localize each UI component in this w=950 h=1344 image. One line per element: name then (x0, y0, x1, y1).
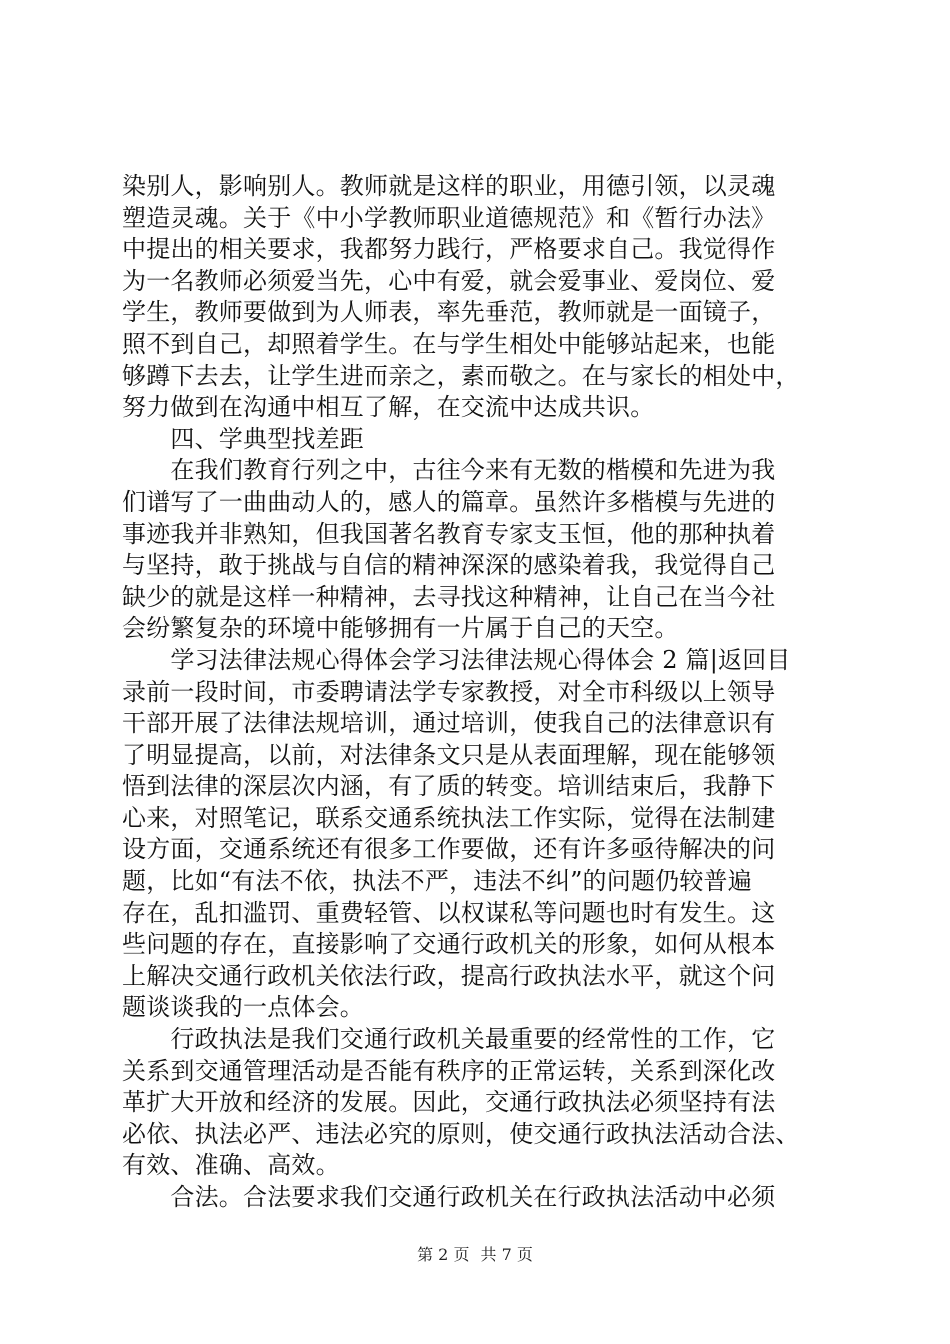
text-line: 为一名教师必须爱当先，心中有爱，就会爱事业、爱岗位、爱 (122, 266, 776, 295)
text-line: 行政执法是我们交通行政机关最重要的经常性的工作，它 (122, 1025, 776, 1054)
text-line: 塑造灵魂。关于《中小学教师职业道德规范》和《暂行办法》 (122, 203, 776, 232)
text-line: 存在，乱扣滥罚、重费轻管、以权谋私等问题也时有发生。这 (122, 898, 776, 927)
text-line: 会纷繁复杂的环境中能够拥有一片属于自己的天空。 (122, 614, 679, 643)
text-line: 关系到交通管理活动是否能有秩序的正常运转，关系到深化改 (122, 1056, 776, 1085)
text-line: 革扩大开放和经济的发展。因此，交通行政执法必须坚持有法 (122, 1088, 776, 1117)
text-line: 题谈谈我的一点体会。 (122, 993, 364, 1022)
text-line: 有效、准确、高效。 (122, 1151, 340, 1180)
text-line: 染别人，影响别人。教师就是这样的职业，用德引领，以灵魂 (122, 172, 776, 200)
text-line: 必依、执法必严、违法必究的原则，使交通行政执法活动合法、 (122, 1119, 800, 1148)
text-line: 录前一段时间，市委聘请法学专家教授，对全市科级以上领导 (122, 677, 776, 706)
text-line: 心来，对照笔记，联系交通系统执法工作实际，觉得在法制建 (122, 803, 776, 832)
text-line: 上解决交通行政机关依法行政，提高行政执法水平，就这个问 (122, 961, 776, 990)
text-line: 够蹲下去去，让学生进而亲之，素而敬之。在与家长的相处中， (122, 361, 800, 390)
document-body (122, 171, 834, 1214)
text-line: 努力做到在沟通中相互了解，在交流中达成共识。 (122, 393, 655, 422)
text-line: 们谱写了一曲曲动人的，感人的篇章。虽然许多楷模与先进的 (122, 487, 776, 516)
text-line: 了明显提高，以前，对法律条文只是从表面理解，现在能够领 (122, 740, 776, 769)
text-line: 学生，教师要做到为人师表，率先垂范，教师就是一面镜子， (122, 298, 776, 327)
text-line: 题，比如“有法不依，执法不严，违法不纠”的问题仍较普遍 (122, 867, 752, 896)
page-number: 第 2 页 (417, 1245, 470, 1264)
text-line: 合法。合法要求我们交通行政机关在行政执法活动中必须 (122, 1183, 776, 1211)
text-line: 设方面，交通系统还有很多工作要做，还有许多亟待解决的问 (122, 835, 776, 864)
text-line: 事迹我并非熟知，但我国著名教育专家支玉恒，他的那种执着 (122, 519, 776, 548)
text-line: 悟到法律的深层次内涵，有了质的转变。培训结束后，我静下 (122, 772, 776, 801)
text-line: 中提出的相关要求，我都努力践行，严格要求自己。我觉得作 (122, 235, 776, 264)
text-line: 照不到自己，却照着学生。在与学生相处中能够站起来，也能 (122, 329, 776, 358)
text-line: 四、学典型找差距 (122, 424, 364, 453)
text-line: 与坚持，敢于挑战与自信的精神深深的感染着我，我觉得自己 (122, 551, 776, 580)
text-line: 些问题的存在，直接影响了交通行政机关的形象，如何从根本 (122, 930, 776, 959)
text-line: 学习法律法规心得体会学习法律法规心得体会 2 篇|返回目 (122, 645, 791, 674)
page-footer (0, 1242, 950, 1265)
text-line: 在我们教育行列之中，古往今来有无数的楷模和先进为我 (122, 456, 776, 485)
page-total: 共 7 页 (480, 1245, 533, 1264)
text-line: 干部开展了法律法规培训，通过培训，使我自己的法律意识有 (122, 709, 776, 738)
text-line: 缺少的就是这样一种精神，去寻找这种精神，让自己在当今社 (122, 582, 776, 611)
